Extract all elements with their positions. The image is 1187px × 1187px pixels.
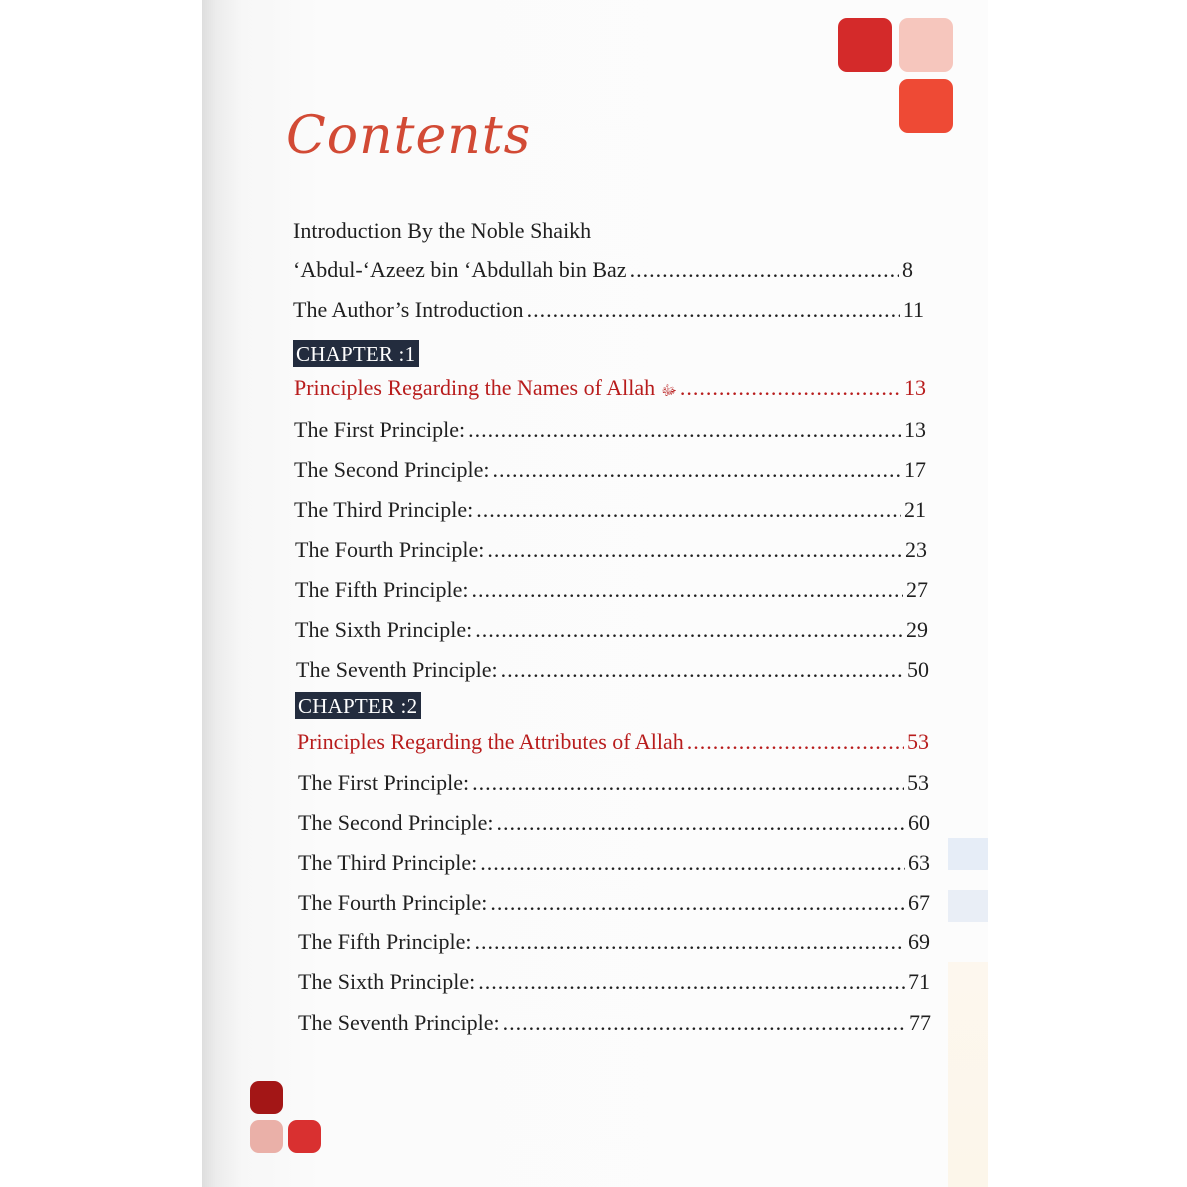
toc-leader-dots — [472, 577, 903, 603]
toc-item — [295, 537, 927, 563]
toc-label: The First Principle: — [298, 770, 470, 795]
toc-label: The Second Principle: — [298, 810, 494, 835]
toc-leader-dots — [490, 890, 905, 916]
toc-intro-shaikh-line2 — [293, 257, 913, 283]
toc-page-number: 63 — [908, 850, 930, 875]
toc-page-number: 8 — [902, 257, 913, 282]
toc-item — [298, 969, 930, 995]
toc-label: The Sixth Principle: — [298, 969, 476, 994]
toc-item — [298, 770, 929, 796]
toc-item — [298, 1010, 931, 1036]
toc-leader-dots — [487, 537, 902, 563]
toc-label: The Fifth Principle: — [295, 577, 469, 602]
toc-leader-dots — [493, 457, 901, 483]
toc-item — [298, 850, 930, 876]
toc-leader-dots — [478, 969, 905, 995]
toc-author-intro — [293, 297, 924, 323]
chapter-badge-1: CHAPTER :1 — [293, 340, 419, 367]
toc-leader-dots — [630, 257, 899, 283]
toc-item — [295, 577, 928, 603]
toc-label: The Second Principle: — [294, 457, 490, 482]
toc-page-number: 60 — [908, 810, 930, 835]
toc-leader-dots — [472, 770, 904, 796]
toc-label: The Fourth Principle: — [295, 537, 485, 562]
toc-leader-dots — [475, 617, 903, 643]
toc-label: The Seventh Principle: — [298, 1010, 500, 1035]
toc-page-number: 17 — [904, 457, 926, 482]
toc-page-number: 71 — [908, 969, 930, 994]
toc-leader-dots — [687, 729, 904, 755]
toc-page-number: 29 — [906, 617, 928, 642]
toc-page-number: 53 — [907, 729, 929, 754]
chapter-heading-2 — [297, 729, 929, 755]
toc-leader-dots — [497, 810, 905, 836]
toc-leader-dots — [476, 497, 901, 523]
toc-leader-dots — [501, 657, 904, 683]
toc-intro-shaikh-line1 — [293, 218, 591, 244]
toc-leader-dots — [527, 297, 900, 323]
toc-page-number: 69 — [908, 929, 930, 954]
toc-label: Principles Regarding the Attributes of Allah — [297, 729, 684, 754]
toc-label: The First Principle: — [294, 417, 466, 442]
toc-item — [294, 457, 926, 483]
toc-page-number: 21 — [904, 497, 926, 522]
toc-label: The Third Principle: — [298, 850, 478, 875]
toc-item — [298, 929, 930, 955]
toc-label: The Fifth Principle: — [298, 929, 472, 954]
toc-page-number: 50 — [907, 657, 929, 682]
toc-label: ‘Abdul-‘Azeez bin ‘Abdullah bin Baz — [293, 257, 627, 282]
toc-item — [295, 617, 928, 643]
toc-item — [298, 810, 930, 836]
toc-page-number: 11 — [902, 297, 924, 322]
toc-label: The Seventh Principle: — [296, 657, 498, 682]
toc-item — [294, 417, 926, 443]
toc-label: The Fourth Principle: — [298, 890, 488, 915]
toc-label: Principles Regarding the Names of Allah — [294, 375, 656, 400]
toc-label: The Author’s Introduction — [293, 297, 524, 322]
toc-page-number: 53 — [907, 770, 929, 795]
table-of-contents — [202, 0, 988, 1187]
toc-leader-dots — [480, 850, 905, 876]
toc-item — [298, 890, 930, 916]
toc-page-number: 77 — [909, 1010, 931, 1035]
page-title: Contents — [286, 106, 532, 166]
toc-page-number: 27 — [906, 577, 928, 602]
toc-leader-dots — [468, 417, 901, 443]
book-page — [202, 0, 988, 1187]
toc-item — [296, 657, 929, 683]
toc-leader-dots — [503, 1010, 906, 1036]
toc-leader-dots — [680, 375, 901, 401]
toc-label: The Third Principle: — [294, 497, 474, 522]
toc-page-number: 13 — [904, 417, 926, 442]
toc-label: The Sixth Principle: — [295, 617, 473, 642]
toc-page-number: 23 — [905, 537, 927, 562]
toc-label: Introduction By the Noble Shaikh — [293, 218, 592, 243]
toc-page-number: 13 — [904, 375, 926, 400]
chapter-heading-1 — [294, 375, 926, 402]
chapter-badge-2: CHAPTER :2 — [295, 692, 421, 719]
toc-item — [294, 497, 926, 523]
honorific-glyph: ﷻ — [661, 384, 677, 399]
toc-leader-dots — [475, 929, 905, 955]
toc-page-number: 67 — [908, 890, 930, 915]
